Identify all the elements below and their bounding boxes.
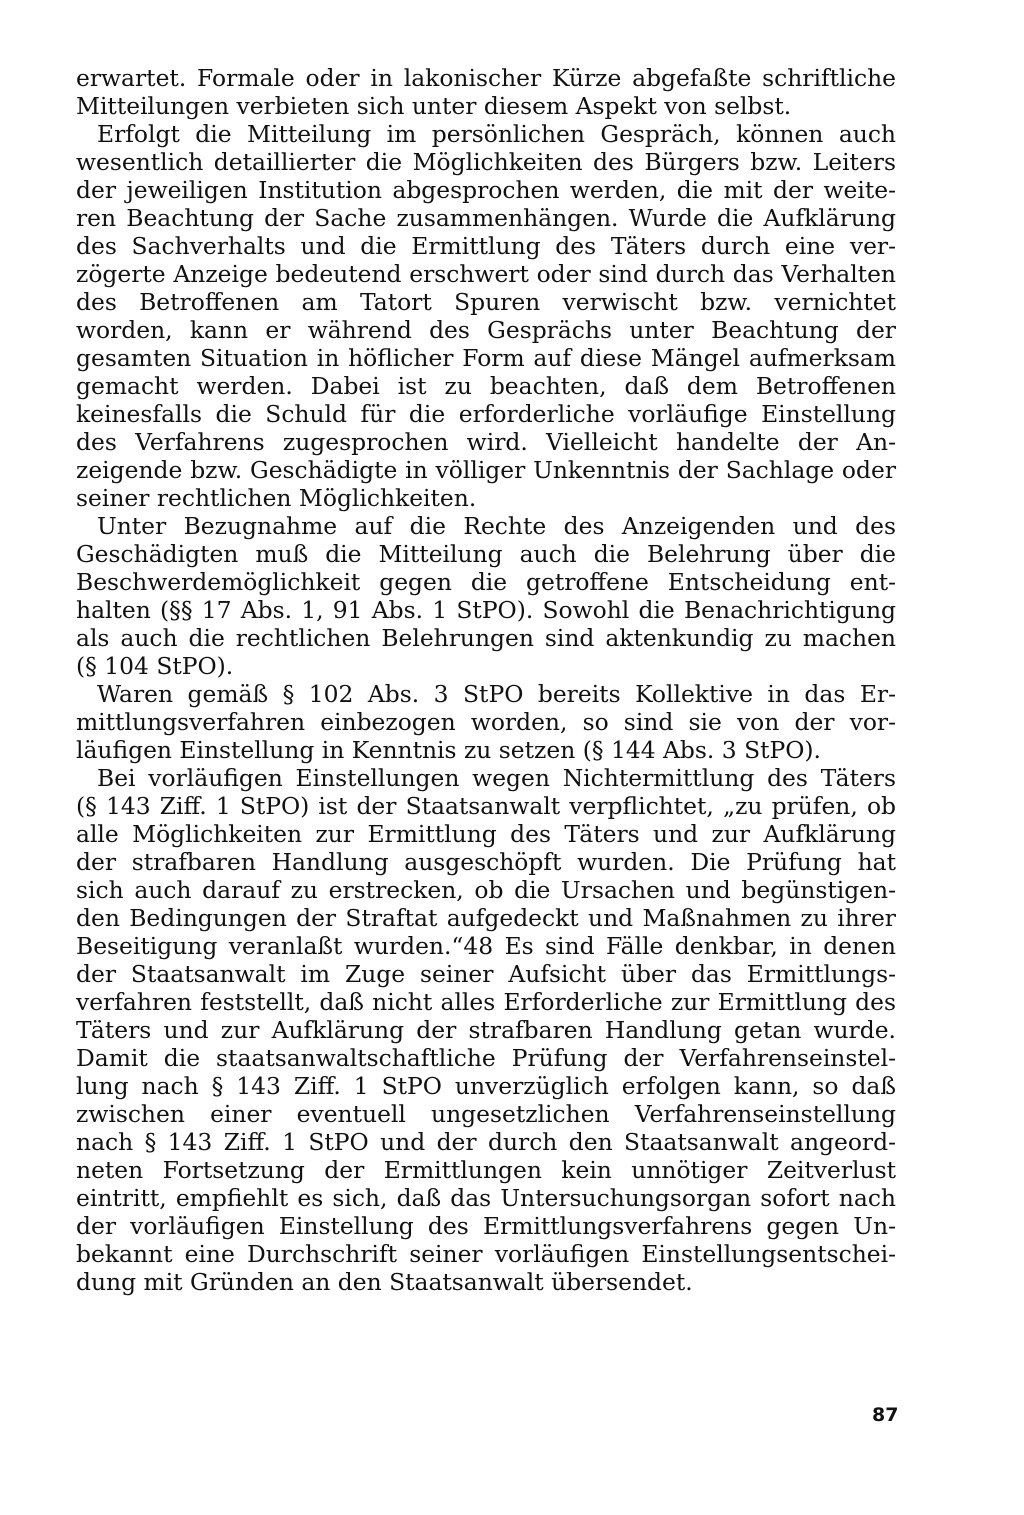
- text-line: eintritt, empfiehlt es sich, daß das Untersuchungsorgan sofort nach: [76, 1184, 896, 1212]
- text-line: gemacht werden. Dabei ist zu beachten, daß dem Betroffenen: [76, 372, 896, 400]
- text-line: den Bedingungen der Straftat aufgedeckt und Maßnahmen zu ihrer: [76, 904, 896, 932]
- text-line: worden, kann er während des Gesprächs unter Beachtung der: [76, 316, 896, 344]
- text-line: des Sachverhalts und die Ermittlung des Täters durch eine ver-: [76, 232, 896, 260]
- text-line: als auch die rechtlichen Belehrungen sind aktenkundig zu machen: [76, 624, 896, 652]
- document-body: [76, 64, 896, 1296]
- text-line: Beschwerdemöglichkeit gegen die getroffene Entscheidung ent-: [76, 568, 896, 596]
- text-line: Mitteilungen verbieten sich unter diesem Aspekt von selbst.: [76, 92, 792, 120]
- text-line: Erfolgt die Mitteilung im persönlichen Gespräch, können auch: [97, 120, 896, 148]
- text-line: seiner rechtlichen Möglichkeiten.: [76, 484, 477, 512]
- text-line: Beseitigung veranlaßt wurden.“48 Es sind Fälle denkbar, in denen: [76, 932, 896, 960]
- text-line: (§ 104 StPO).: [76, 652, 234, 680]
- text-line: zögerte Anzeige bedeutend erschwert oder sind durch das Verhalten: [76, 260, 896, 288]
- text-line: der jeweiligen Institution abgesprochen werden, die mit der weite-: [76, 176, 896, 204]
- text-line: nach § 143 Ziff. 1 StPO und der durch den Staatsanwalt angeord-: [76, 1128, 896, 1156]
- text-line: ren Beachtung der Sache zusammenhängen. Wurde die Aufklärung: [76, 204, 896, 232]
- text-line: der Staatsanwalt im Zuge seiner Aufsicht über das Ermittlungs-: [76, 960, 896, 988]
- text-line: Damit die staatsanwaltschaftliche Prüfung der Verfahrenseinstel-: [76, 1044, 896, 1072]
- text-line: mittlungsverfahren einbezogen worden, so sind sie von der vor-: [76, 708, 896, 736]
- text-line: verfahren feststellt, daß nicht alles Erforderliche zur Ermittlung des: [76, 988, 896, 1016]
- text-line: alle Möglichkeiten zur Ermittlung des Täters und zur Aufklärung: [76, 820, 896, 848]
- text-line: lung nach § 143 Ziff. 1 StPO unverzüglich erfolgen kann, so daß: [76, 1072, 896, 1100]
- text-line: Bei vorläufigen Einstellungen wegen Nichtermittlung des Täters: [97, 764, 896, 792]
- text-line: gesamten Situation in höflicher Form auf diese Mängel aufmerksam: [76, 344, 896, 372]
- text-line: Geschädigten muß die Mitteilung auch die Belehrung über die: [76, 540, 896, 568]
- text-line: zwischen einer eventuell ungesetzlichen Verfahrenseinstellung: [76, 1100, 896, 1128]
- text-line: der strafbaren Handlung ausgeschöpft wurden. Die Prüfung hat: [76, 848, 896, 876]
- text-line: erwartet. Formale oder in lakonischer Kürze abgefaßte schriftliche: [76, 64, 896, 92]
- page-number: 87: [872, 1404, 899, 1426]
- text-line: des Verfahrens zugesprochen wird. Vielleicht handelte der An-: [76, 428, 896, 456]
- text-line: wesentlich detaillierter die Möglichkeiten des Bürgers bzw. Leiters: [76, 148, 896, 176]
- text-line: Täters und zur Aufklärung der strafbaren Handlung getan wurde.: [76, 1016, 896, 1044]
- text-line: sich auch darauf zu erstrecken, ob die Ursachen und begünstigen-: [76, 876, 896, 904]
- text-line: läufigen Einstellung in Kenntnis zu setzen (§ 144 Abs. 3 StPO).: [76, 736, 821, 764]
- text-line: neten Fortsetzung der Ermittlungen kein unnötiger Zeitverlust: [76, 1156, 896, 1184]
- text-line: dung mit Gründen an den Staatsanwalt übersendet.: [76, 1268, 693, 1296]
- text-line: Waren gemäß § 102 Abs. 3 StPO bereits Kollektive in das Er-: [97, 680, 896, 708]
- text-line: der vorläufigen Einstellung des Ermittlungsverfahrens gegen Un-: [76, 1212, 896, 1240]
- text-line: (§ 143 Ziff. 1 StPO) ist der Staatsanwalt verpflichtet, „zu prüfen, ob: [76, 792, 896, 820]
- text-line: halten (§§ 17 Abs. 1, 91 Abs. 1 StPO). Sowohl die Benachrichtigung: [76, 596, 896, 624]
- text-line: Unter Bezugnahme auf die Rechte des Anzeigenden und des: [97, 512, 896, 540]
- text-line: des Betroffenen am Tatort Spuren verwischt bzw. vernichtet: [76, 288, 896, 316]
- text-line: zeigende bzw. Geschädigte in völliger Unkenntnis der Sachlage oder: [76, 456, 896, 484]
- text-line: bekannt eine Durchschrift seiner vorläufigen Einstellungsentschei-: [76, 1240, 896, 1268]
- text-line: keinesfalls die Schuld für die erforderliche vorläufige Einstellung: [76, 400, 896, 428]
